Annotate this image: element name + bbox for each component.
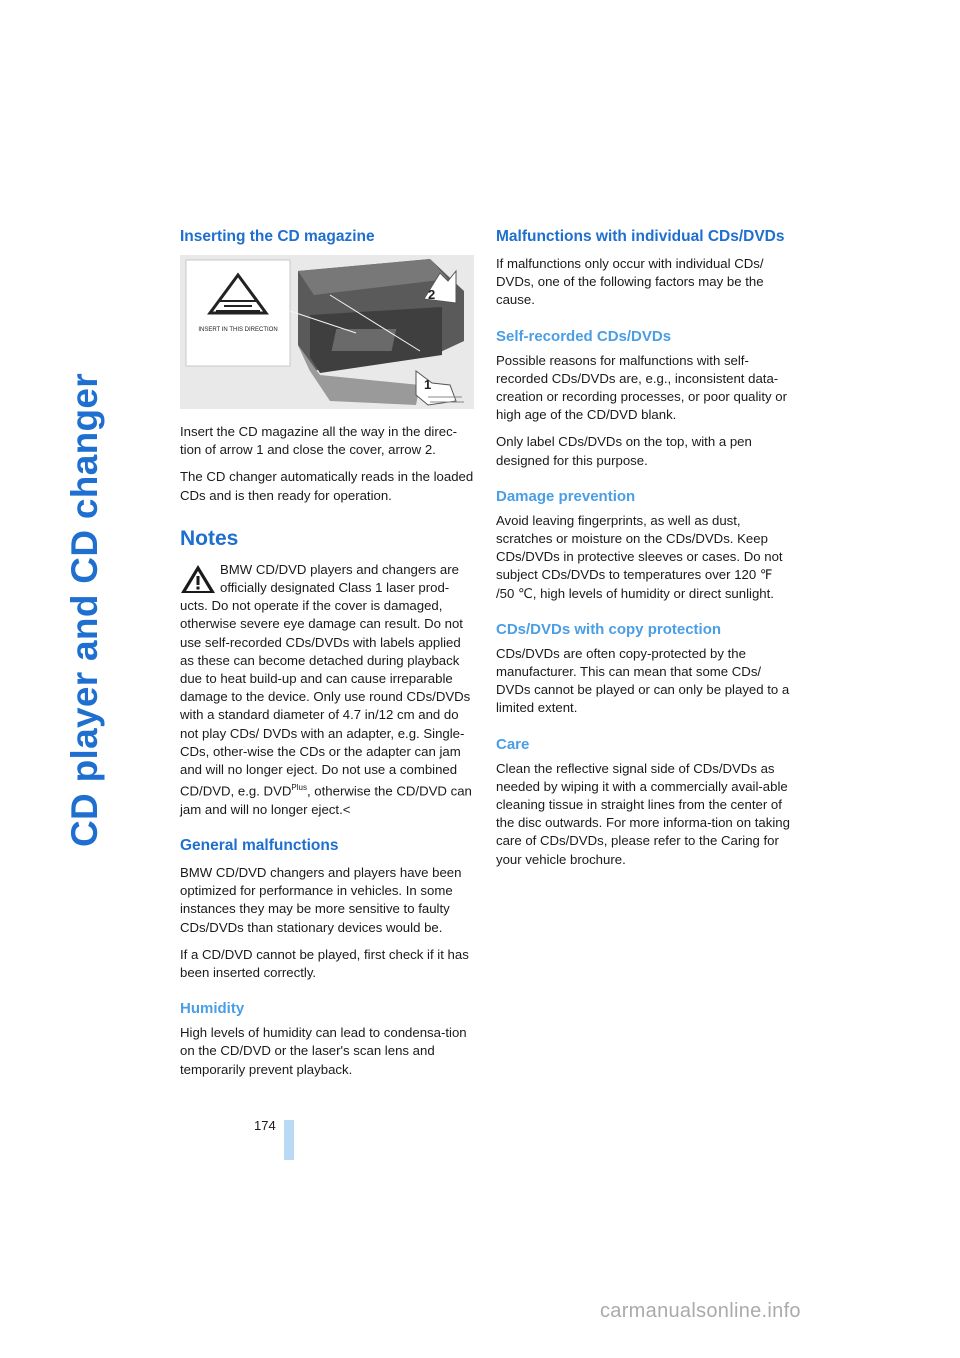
care-paragraph: Clean the reflective signal side of CDs/DVDs as needed by wiping it with a commercially avail-able cleaning tissue in straight lines from the center of the disc outwards. For more informa-tion on taking care of CDs/DVDs, please refer to the Caring for your vehicle brochure. (496, 760, 790, 867)
laser-warning (180, 561, 476, 819)
warning-text: BMW CD/DVD players and changers are officially designated Class 1 laser prod-ucts. Do not operate if the cover is damaged, otherwise severe eye damage can result. Do not use self-recorded CDs/DVDs with labels applied as these can become detached during playback due to heat build-up and can cause irreparable damage to the device. Only use round CDs/DVDs with a standard diameter of 4.7 in/12 cm and do not play CDs/ DVDs with an adapter, e.g. Single-CDs, other-wise the CDs or the adapter can jam and will no longer eject. Do not use a combined CD/DVD, e.g. DVD (180, 561, 471, 799)
heading-inserting-cd-magazine: Inserting the CD magazine (180, 228, 375, 245)
watermark: carmanualsonline.info (600, 1300, 801, 1322)
figure-insert-label: INSERT IN THIS DIRECTION (198, 327, 278, 333)
page-number-bar (284, 1120, 294, 1160)
general-paragraph-2: If a CD/DVD cannot be played, first check if it has been inserted correctly. (180, 946, 469, 981)
insert-paragraph-1: Insert the CD magazine all the way in the direc-tion of arrow 1 and close the cover, arrow 2. (180, 424, 458, 458)
cd-changer-illustration (180, 255, 474, 409)
self-recorded-paragraph-2: Only label CDs/DVDs on the top, with a pen designed for this purpose. (496, 434, 752, 468)
heading-humidity: Humidity (180, 1000, 245, 1018)
self-recorded-paragraph-1: Possible reasons for malfunctions with self-recorded CDs/DVDs are, e.g., inconsistent data-creation or recording processes, or poor quality or high age of the CD/DVD blank. (496, 352, 788, 423)
heading-notes: Notes (180, 526, 239, 550)
malfunctions-paragraph: If malfunctions only occur with individual CDs/ DVDs, one of the following factors may be the cause. (496, 256, 764, 308)
figure-arrow-1: 1 (424, 377, 432, 392)
heading-malfunctions-individual: Malfunctions with individual CDs/DVDs (496, 228, 785, 245)
figure-arrow-2: 2 (428, 287, 436, 302)
warning-triangle-icon (180, 564, 216, 594)
cd-magazine-figure (180, 255, 474, 409)
humidity-paragraph: High levels of humidity can lead to condensa-tion on the CD/DVD or the laser's scan lens and temporarily prevent playback. (180, 1025, 467, 1077)
heading-copy-protection: CDs/DVDs with copy protection (496, 620, 722, 638)
heading-general-malfunctions: General malfunctions (180, 837, 339, 855)
insert-paragraph-2: The CD changer automatically reads in the loaded CDs and is then ready for operation. (180, 469, 474, 503)
side-chapter-title-text: CD player and CD changer (64, 373, 105, 847)
general-paragraph-1: BMW CD/DVD changers and players have been optimized for performance in vehicles. In some instances they may be more sensitive to faulty CDs/DVDs than stationary devices would be. (180, 865, 462, 935)
page-number: 174 (254, 1118, 276, 1133)
warning-paragraph (180, 561, 476, 819)
heading-care: Care (496, 735, 530, 753)
heading-damage-prevention: Damage prevention (496, 487, 636, 505)
warning-tail: , otherwise the CD/DVD can jam and will no longer eject.< (180, 783, 472, 817)
warning-superscript: Plus (291, 783, 307, 793)
left-column (180, 228, 476, 1088)
heading-self-recorded: Self-recorded CDs/DVDs (496, 327, 672, 345)
side-chapter-title (10, 120, 160, 1100)
copy-protection-paragraph: CDs/DVDs are often copy-protected by the manufacturer. This can mean that some CDs/ DVDs cannot be played or can only be played to a limited extent. (496, 645, 790, 716)
damage-paragraph: Avoid leaving fingerprints, as well as dust, scratches or moisture on the CDs/DVDs. Keep CDs/DVDs in protective sleeves or cases. Do not subject CDs/DVDs to temperatures over 120 ℉ /50 ℃, high levels of humidity or direct sunlight. (496, 512, 783, 601)
right-column (496, 228, 792, 878)
